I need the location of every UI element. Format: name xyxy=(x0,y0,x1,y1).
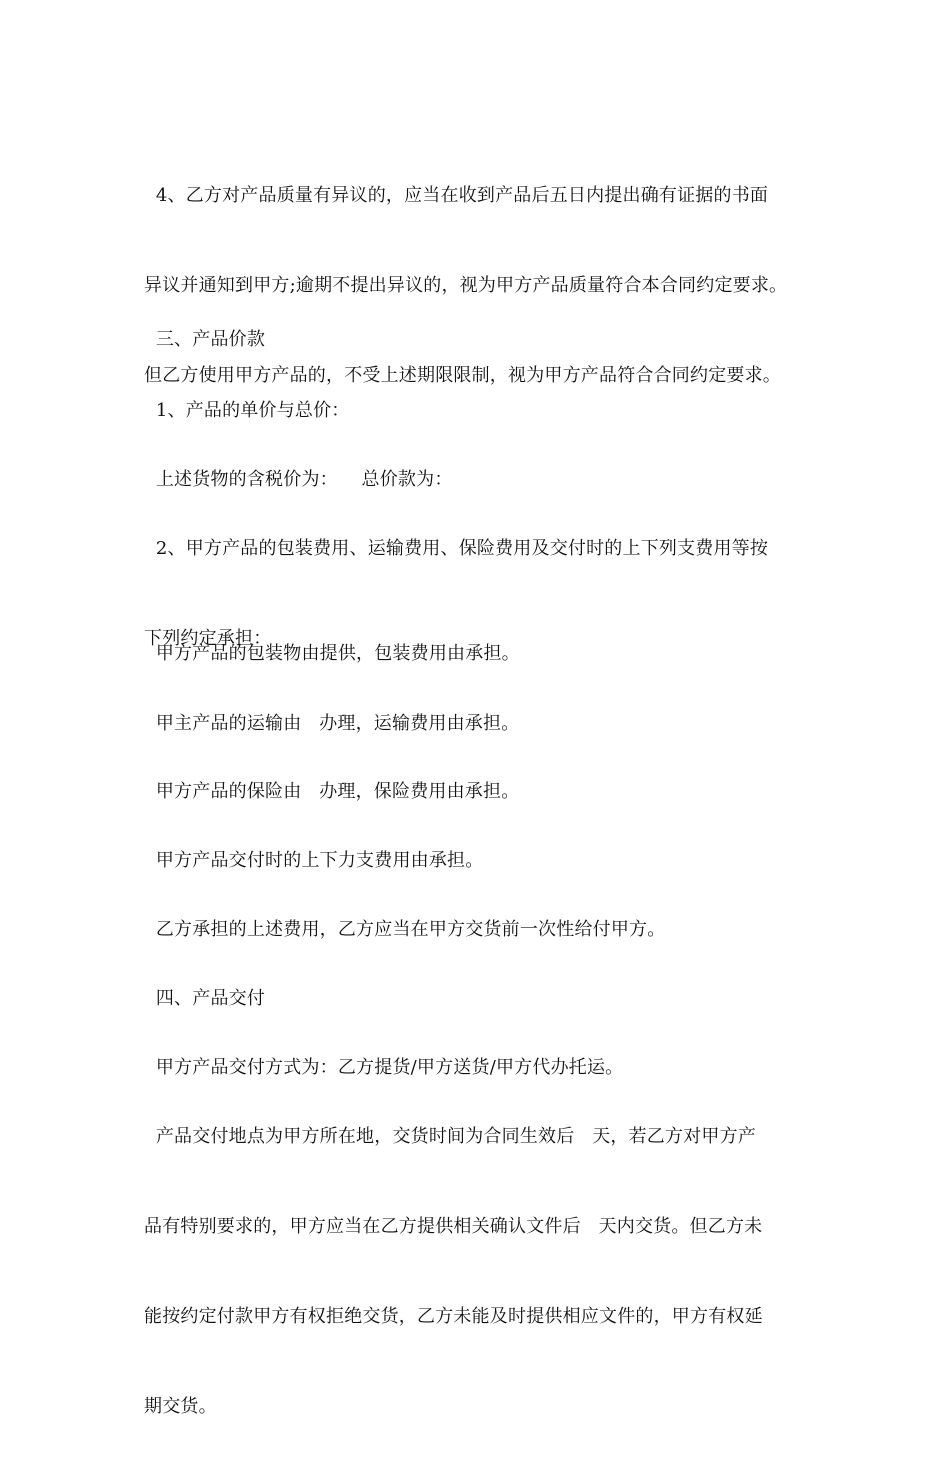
text-line: 但乙方使用甲方产品的，不受上述期限限制，视为甲方产品符合合同约定要求。 xyxy=(144,365,781,386)
text-line: 1、产品的单价与总价： xyxy=(144,400,350,421)
text-line: 甲主产品的运输由 办理，运输费用由承担。 xyxy=(144,713,520,734)
text-line: 四、产品交付 xyxy=(144,988,266,1009)
paragraph-delivery-place-time xyxy=(144,1062,812,1482)
text-line: 三、产品价款 xyxy=(144,329,266,350)
text-line: 乙方承担的上述费用，乙方应当在甲方交货前一次性给付甲方。 xyxy=(144,919,666,940)
text-line: 品有特别要求的，甲方应当在乙方提供相关确认文件后 天内交货。但乙方未 xyxy=(144,1216,763,1237)
text-line: 4、乙方对产品质量有异议的，应当在收到产品后五日内提出确有证据的书面 xyxy=(144,185,769,206)
text-line: 甲方产品的保险由 办理，保险费用由承担。 xyxy=(144,781,520,802)
text-line: 能按约定付款甲方有权拒绝交货，乙方未能及时提供相应文件的，甲方有权延 xyxy=(144,1306,763,1327)
text-line: 甲方产品的包装物由提供，包装费用由承担。 xyxy=(144,643,520,664)
text-line: 2、甲方产品的包装费用、运输费用、保险费用及交付时的上下列支费用等按 xyxy=(144,538,769,559)
text-line: 异议并通知到甲方;逾期不提出异议的，视为甲方产品质量符合本合同约定要求。 xyxy=(144,275,788,296)
text-line: 甲方产品交付方式为：乙方提货/甲方送货/甲方代办托运。 xyxy=(144,1057,624,1078)
text-line: 上述货物的含税价为： 总价款为： xyxy=(144,469,453,490)
text-line: 甲方产品交付时的上下力支费用由承担。 xyxy=(144,850,484,871)
text-line: 期交货。 xyxy=(144,1396,217,1417)
text-line: 下列约定承担： xyxy=(144,628,272,649)
text-line: 产品交付地点为甲方所在地，交货时间为合同生效后 天，若乙方对甲方产 xyxy=(144,1126,757,1147)
